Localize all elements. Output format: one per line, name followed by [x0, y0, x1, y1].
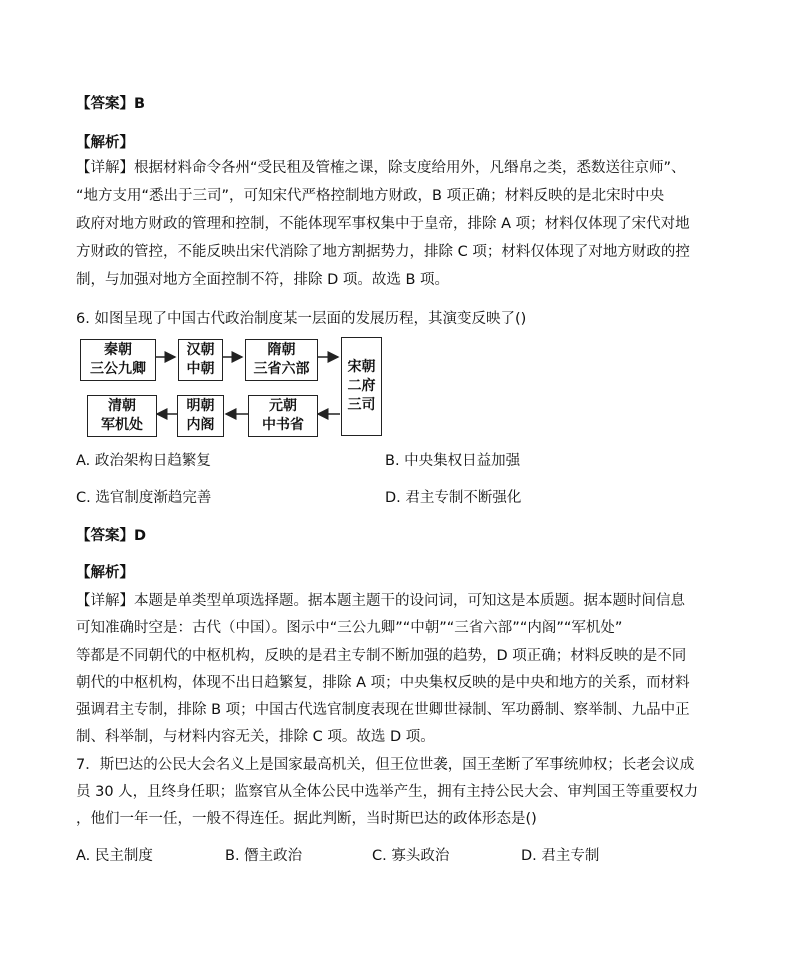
q5-answer: 【答案】B — [76, 96, 146, 112]
q6-detail-line-1: 【详解】本题是单类型单项选择题。据本题主题干的设问词，可知这是本质题。据本题时间信息 — [76, 593, 685, 609]
q5-detail-line-4: 方财政的管控，不能反映出宋代消除了地方割据势力，排除 C 项；材料仅体现了对地方财政的控 — [76, 244, 690, 260]
q6-answer: 【答案】D — [76, 528, 147, 544]
q6-option-b: B. 中央集权日益加强 — [385, 453, 521, 469]
q6-detail-line-4: 朝代的中枢机构，体现不出日趋繁复，排除 A 项；中央集权反映的是中央和地方的关系，而材料 — [76, 675, 690, 691]
q6-stem: 6. 如图呈现了中国古代政治制度某一层面的发展历程，其演变反映了() — [76, 311, 527, 327]
q5-analysis-label: 【解析】 — [76, 135, 134, 151]
q5-detail-line-3: 政府对地方财政的管理和控制，不能体现军事权集中于皇帝，排除 A 项；材料仅体现了宋代对地 — [76, 216, 690, 232]
box-song-dynasty: 宋朝 — [347, 359, 376, 375]
box-ming — [177, 395, 224, 437]
box-qin-office: 三公九卿 — [90, 361, 146, 377]
q6-detail-line-3: 等都是不同朝代的中枢机构，反映的是君主专制不断加强的趋势，D 项正确；材料反映的是不同 — [76, 648, 687, 664]
box-han-office: 中朝 — [186, 361, 215, 377]
box-yuan — [248, 395, 318, 437]
box-qing-office: 军机处 — [101, 417, 143, 433]
box-qin-dynasty: 秦朝 — [104, 342, 132, 358]
q6-analysis-label: 【解析】 — [76, 565, 134, 581]
box-qing — [87, 395, 157, 437]
box-sui-dynasty: 隋朝 — [267, 342, 296, 358]
q5-detail-line-5: 制，与加强对地方全面控制不符，排除 D 项。故选 B 项。 — [76, 272, 450, 288]
q6-detail-line-2: 可知准确时空是：古代（中国）。图示中“三公九卿”“中朝”“三省六部”“内阁”“军机处” — [76, 620, 623, 636]
q5-detail-line-1: 【详解】根据材料命令各州“受民租及管榷之课，除支度给用外，凡缗帛之类，悉数送往京师”、 — [76, 160, 686, 176]
q5-detail-line-2: “地方支用“悉出于三司”，可知宋代严格控制地方财政，B 项正确；材料反映的是北宋时中央 — [76, 188, 665, 204]
box-ming-dynasty: 明朝 — [186, 398, 215, 414]
q6-option-c: C. 选官制度渐趋完善 — [76, 490, 212, 506]
q7-option-c: C. 寡头政治 — [372, 848, 450, 864]
box-qing-dynasty: 清朝 — [108, 398, 136, 414]
box-song-office-1: 二府 — [347, 378, 376, 394]
box-han-dynasty: 汉朝 — [186, 342, 215, 358]
q6-option-d: D. 君主专制不断强化 — [385, 490, 522, 506]
box-song — [341, 337, 382, 436]
q7-option-a: A. 民主制度 — [76, 848, 153, 864]
q6-detail-line-6: 制、科举制，与材料内容无关，排除 C 项。故选 D 项。 — [76, 729, 435, 745]
q7-stem-line-3: ，他们一年一任，一般不得连任。据此判断，当时斯巴达的政体形态是() — [76, 811, 537, 827]
q7-option-b: B. 僭主政治 — [225, 848, 303, 864]
box-sui-office: 三省六部 — [253, 361, 310, 377]
box-sui — [245, 339, 318, 381]
q6-detail-line-5: 强调君主专制，排除 B 项；中国古代选官制度表现在世卿世禄制、军功爵制、察举制、九品中正 — [76, 702, 690, 718]
q7-stem-line-2: 员 30 人，且终身任职；监察官从全体公民中选举产生，拥有主持公民大会、审判国王等重要权力 — [76, 784, 699, 800]
q7-stem-line-1: 7．斯巴达的公民大会名义上是国家最高机关，但王位世袭，国王垄断了军事统帅权；长老会议成 — [76, 757, 695, 773]
box-yuan-dynasty: 元朝 — [269, 398, 297, 414]
box-qin — [80, 339, 156, 381]
box-song-office-2: 三司 — [347, 397, 376, 413]
q7-option-d: D. 君主专制 — [521, 848, 600, 864]
box-han — [178, 339, 223, 381]
box-yuan-office: 中书省 — [262, 417, 304, 433]
q6-option-a: A. 政治架构日趋繁复 — [76, 453, 211, 469]
box-ming-office: 内阁 — [186, 417, 215, 433]
